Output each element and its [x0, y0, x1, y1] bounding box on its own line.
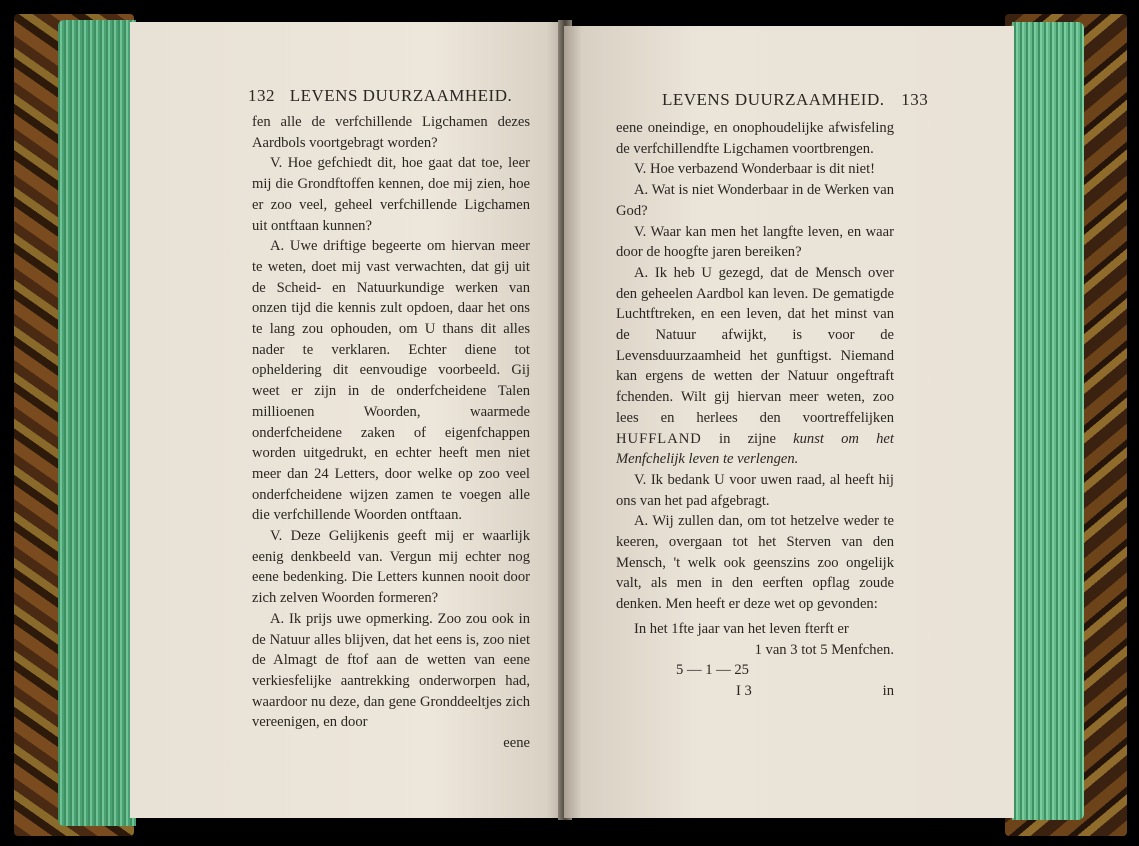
paragraph: V. Ik bedank U voor uwen raad, al heeft hij ons van het pad afgebragt. — [616, 471, 894, 509]
paragraph: eene oneindige, en onophoudelijke afwisfeling de verfchillendfte Ligchamen voortbrengen. — [616, 120, 894, 157]
left-header — [248, 86, 512, 106]
page-edges-right — [1012, 22, 1084, 820]
paragraph: A. Uwe driftige begeerte om hiervan meer te weten, doet mij vast verwachten, dat gij uit de Scheid- en Natuurkundige werken van onzen tijd die kennis zult opdoen, daar het ons te lang zou ophouden, om U thans dit alles nader te verklaren. Echter diene tot opheldering dit eenvoudige voorbeeld. Gij weet er zijn in de onderfcheidene Talen millioenen Woorden, waarmede onderfcheidene zaken of eigenfchappen worden uitgedrukt, en echter heeft men niet meer dan 24 Letters, door welke op zoo veel onderfcheidene wijzen zamen te voegen alle die verfchillende Woorden ontftaan. — [252, 238, 530, 524]
right-body — [616, 118, 894, 703]
paragraph: A. Wat is niet Wonderbaar in de Werken van God? — [616, 182, 894, 219]
running-head: LEVENS DUURZAAMHEID. — [289, 86, 513, 105]
right-page — [564, 26, 1014, 818]
page-footer — [616, 681, 894, 703]
paragraph — [616, 263, 894, 470]
catchword: in — [882, 682, 894, 699]
author-name: HUFFLAND — [616, 430, 702, 447]
paragraph: V. Hoe verbazend Wonderbaar is dit niet! — [634, 161, 876, 178]
running-head: LEVENS DUURZAAMHEID. — [662, 90, 885, 109]
right-header — [662, 90, 928, 110]
page-number: 132 — [248, 86, 275, 105]
fraction-line: 5 — 1 — 25 — [676, 662, 749, 679]
table-intro: In het 1fte jaar van het leven fterft er — [634, 620, 849, 637]
paragraph: A. Ik prijs uwe opmerking. Zoo zou ook in de Natuur alles blijven, dat het eens is, zoo niet de Almagt de ftof aan de wetten van eene verkiesfelijke aantrekking onderworpen had, waardoor nu deze, dan gene Grondd​eeltjes zich vereenigen, en door — [252, 610, 530, 731]
signature-mark: I 3 — [736, 682, 752, 699]
paragraph: V. Waar kan men het langfte leven, en waar door de hoogfte jaren bereiken? — [616, 223, 894, 261]
book-title: kunst om het Menfchelijk leven te verlengen. — [616, 430, 894, 468]
paragraph: fen alle de verfchillende Ligchamen dezes Aardbols voortgebragt worden? — [252, 114, 530, 151]
paragraph: V. Hoe gefchiedt dit, hoe gaat dat toe, leer mij die Grondftoffen kennen, doe mij zien, hoe er zoo veel, geheel verfchillende Ligchamen uit ontftaan kunnen? — [252, 155, 530, 234]
table-row: 1 van 3 tot 5 Menfchen. — [754, 641, 894, 658]
page-number: 133 — [901, 90, 929, 109]
paragraph-text: A. Ik heb U gezegd, dat de Mensch over den geheelen Aardbol kan leven. De gematigde Luchtftreken, en een leven, dat het minst van de Natuur afwijkt, is voor de Levensduurzaamheid het gunftigst. Niemand kan ergens de wetten der Natuur ongeftraft fchenden. Wilt gij hiervan meer weten, zoo lees en herlees den voortreffelijken — [616, 264, 894, 426]
paragraph-text: in zijne — [719, 430, 776, 447]
left-body — [252, 112, 530, 754]
paragraph: V. Deze Gelijkenis geeft mij er waarlijk eenig denkbeeld van. Vergun mij echter nog eene bedenking. Die Letters kunnen nooit door zich zelven Woorden formeren? — [252, 528, 530, 607]
page-edges-left — [58, 20, 136, 826]
catchword: eene — [503, 735, 530, 752]
paragraph: A. Wij zullen dan, om tot hetzelve weder te keeren, overgaan tot het Sterven van den Mensch, 't welk ook geenszins zoo ongelijk valt, als men in den eerften opflag zoude denken. Men heeft er deze wet op gevonden: — [616, 513, 894, 613]
left-page — [130, 22, 564, 818]
